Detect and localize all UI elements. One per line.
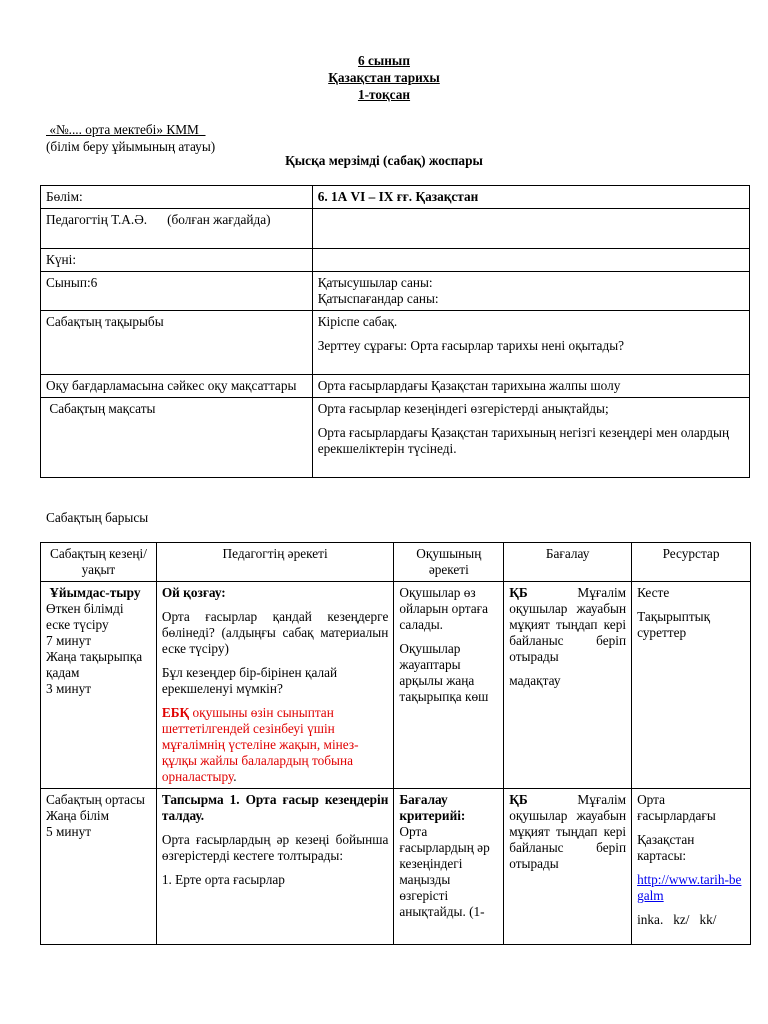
- resources-cell: [632, 789, 751, 945]
- school-name: «№.... орта мектебі» КММ: [46, 122, 206, 137]
- header-student: Оқушының әрекеті: [394, 543, 504, 582]
- present-label: Қатысушылар саны:: [317, 275, 433, 290]
- table-row: [41, 398, 750, 478]
- student-cell: [394, 789, 504, 945]
- task-title: Тапсырма 1. Орта ғасыр кезеңдерін талдау.: [161, 792, 389, 823]
- absent-label: Қатыспағандар саны:: [317, 291, 439, 306]
- table-row: [41, 582, 751, 789]
- table-row: [41, 186, 750, 209]
- plan-title: Қысқа мерзімді (сабақ) жоспары: [285, 153, 483, 168]
- ebk-label: ЕБҚ: [161, 705, 190, 720]
- header-teacher: Педагогтің әрекеті: [156, 543, 394, 582]
- stage-cell: [41, 582, 157, 789]
- subject-title: Қазақстан тарихы: [328, 70, 440, 85]
- ebk-note: [162, 705, 389, 785]
- header-assessment: Бағалау: [504, 543, 632, 582]
- stage-line: Өткен білімді еске түсіру: [46, 601, 124, 632]
- resource-item: Қазақстан картасы:: [637, 832, 695, 863]
- resources-cell: [632, 582, 751, 789]
- date-value: [312, 249, 749, 272]
- stage-line: 5 минут: [46, 824, 92, 839]
- student-paragraph: Оқушылар жауаптары арқылы жаңа тақырыпқа көш: [399, 641, 489, 704]
- assessment-extra: мадақтау: [509, 673, 561, 688]
- date-label: Күні:: [41, 249, 313, 272]
- attendance-cell: [312, 272, 749, 311]
- teacher-paragraph: Орта ғасырлардың әр кезеңі бойынша өзгерістерді кестеге толтырады:: [161, 832, 389, 863]
- research-question: Зерттеу сұрағы: Орта ғасырлар тарихы нені оқытады?: [317, 338, 625, 353]
- goal-label: Сабақтың мақсаты: [41, 398, 313, 478]
- topic-label: Сабақтың тақырыбы: [41, 311, 313, 375]
- stage-line: 7 минут: [46, 633, 92, 648]
- resource-item: inka. kz/ kk/: [637, 912, 717, 927]
- student-paragraph: Оқушылар өз ойларын ортаға салады.: [399, 585, 489, 632]
- table-row: [41, 375, 750, 398]
- assessment-label: ҚБ: [509, 585, 528, 600]
- section-value: 6. 1А VI – IX ғғ. Қазақстан: [312, 186, 749, 209]
- assessment-desc: Мұғалім оқушылар жауабын мұқият тыңдап кері байланыс беріп отырады: [509, 585, 627, 664]
- teacher-title: Ой қозғау:: [161, 585, 226, 600]
- quarter-title: 1-тоқсан: [357, 87, 411, 102]
- topic-value: Кіріспе сабақ.: [317, 314, 398, 329]
- teacher-cell: [156, 789, 394, 945]
- teacher-label: Педагогтің Т.А.Ә. (болған жағдайда): [41, 209, 313, 249]
- assessment-desc: Мұғалім оқушылар жауабын мұқият тыңдап кері байланыс беріп отырады: [509, 792, 627, 871]
- stage-line: Сабақтың ортасы: [46, 792, 145, 807]
- resource-item: Тақырыптық суреттер: [637, 609, 711, 640]
- header-stage: Сабақтың кезеңі/ уақыт: [41, 543, 157, 582]
- table-header-row: [41, 543, 751, 582]
- objectives-label: Оқу бағдарламасына сәйкес оқу мақсаттары: [41, 375, 313, 398]
- criteria-text: Орта ғасырлардың әр кезеңіндегі маңызды өзгерісті анықтайды. (1-: [399, 824, 490, 919]
- stage-cell: [41, 789, 157, 945]
- resource-link[interactable]: http://www.tarih-begalm: [637, 872, 742, 903]
- class-label: Сынып:6: [41, 272, 313, 311]
- school-block: [46, 121, 215, 155]
- grade-title: 6 сынып: [358, 53, 410, 68]
- resource-item: Орта ғасырлардағы: [637, 792, 716, 823]
- table-row: [41, 311, 750, 375]
- stage-line: Жаңа тақырыпқа қадам: [46, 649, 143, 680]
- ebk-end: .: [233, 769, 237, 784]
- assessment-label: ҚБ: [509, 792, 528, 807]
- assessment-text: [509, 792, 626, 872]
- objectives-value: Орта ғасырлардағы Қазақстан тарихына жалпы шолу: [312, 375, 749, 398]
- teacher-paragraph: 1. Ерте орта ғасырлар: [161, 872, 285, 887]
- goal-item: Орта ғасырлар кезеңіндегі өзгерістерді анықтайды;: [317, 401, 609, 416]
- document-header: [0, 52, 768, 103]
- teacher-paragraph: Орта ғасырлар қандай кезеңдерге бөлінеді? (алдыңғы сабақ материалын еске түсіру): [161, 609, 389, 656]
- table-row: [41, 209, 750, 249]
- topic-cell: [312, 311, 749, 375]
- section-label: Бөлім:: [41, 186, 313, 209]
- header-resources: Ресурстар: [632, 543, 751, 582]
- teacher-cell: [156, 582, 394, 789]
- table-row: [41, 249, 750, 272]
- resource-item: Кесте: [637, 585, 670, 600]
- assessment-cell: [504, 582, 632, 789]
- lesson-progress-table: [40, 542, 751, 945]
- student-cell: [394, 582, 504, 789]
- school-note: (білім беру ұйымының атауы): [46, 139, 216, 154]
- criteria-title: Бағалау критерийі:: [399, 792, 466, 823]
- table-row: [41, 789, 751, 945]
- teacher-value: [312, 209, 749, 249]
- goal-item: Орта ғасырлардағы Қазақстан тарихының негізгі кезеңдері мен олардың ерекшеліктерін түсінеді.: [317, 425, 730, 456]
- teacher-paragraph: Бұл кезеңдер бір-бірінен қалай ерекшеленуі мүмкін?: [161, 665, 338, 696]
- stage-title: Ұйымдас-тыру: [46, 585, 141, 600]
- lesson-info-table: [40, 185, 750, 478]
- stage-line: Жаңа білім: [46, 808, 110, 823]
- stage-line: 3 минут: [46, 681, 92, 696]
- assessment-text: [509, 585, 626, 665]
- table-row: [41, 272, 750, 311]
- goal-cell: [312, 398, 749, 478]
- progress-label: Сабақтың барысы: [46, 510, 149, 525]
- assessment-cell: [504, 789, 632, 945]
- ebk-text: оқушыны өзін сыныптан шеттетілгендей сезінбеуі үшін мұғалімнің үстеліне жақын, мінез-құлқы жайлы балалардың тобына орналастыру: [161, 705, 359, 784]
